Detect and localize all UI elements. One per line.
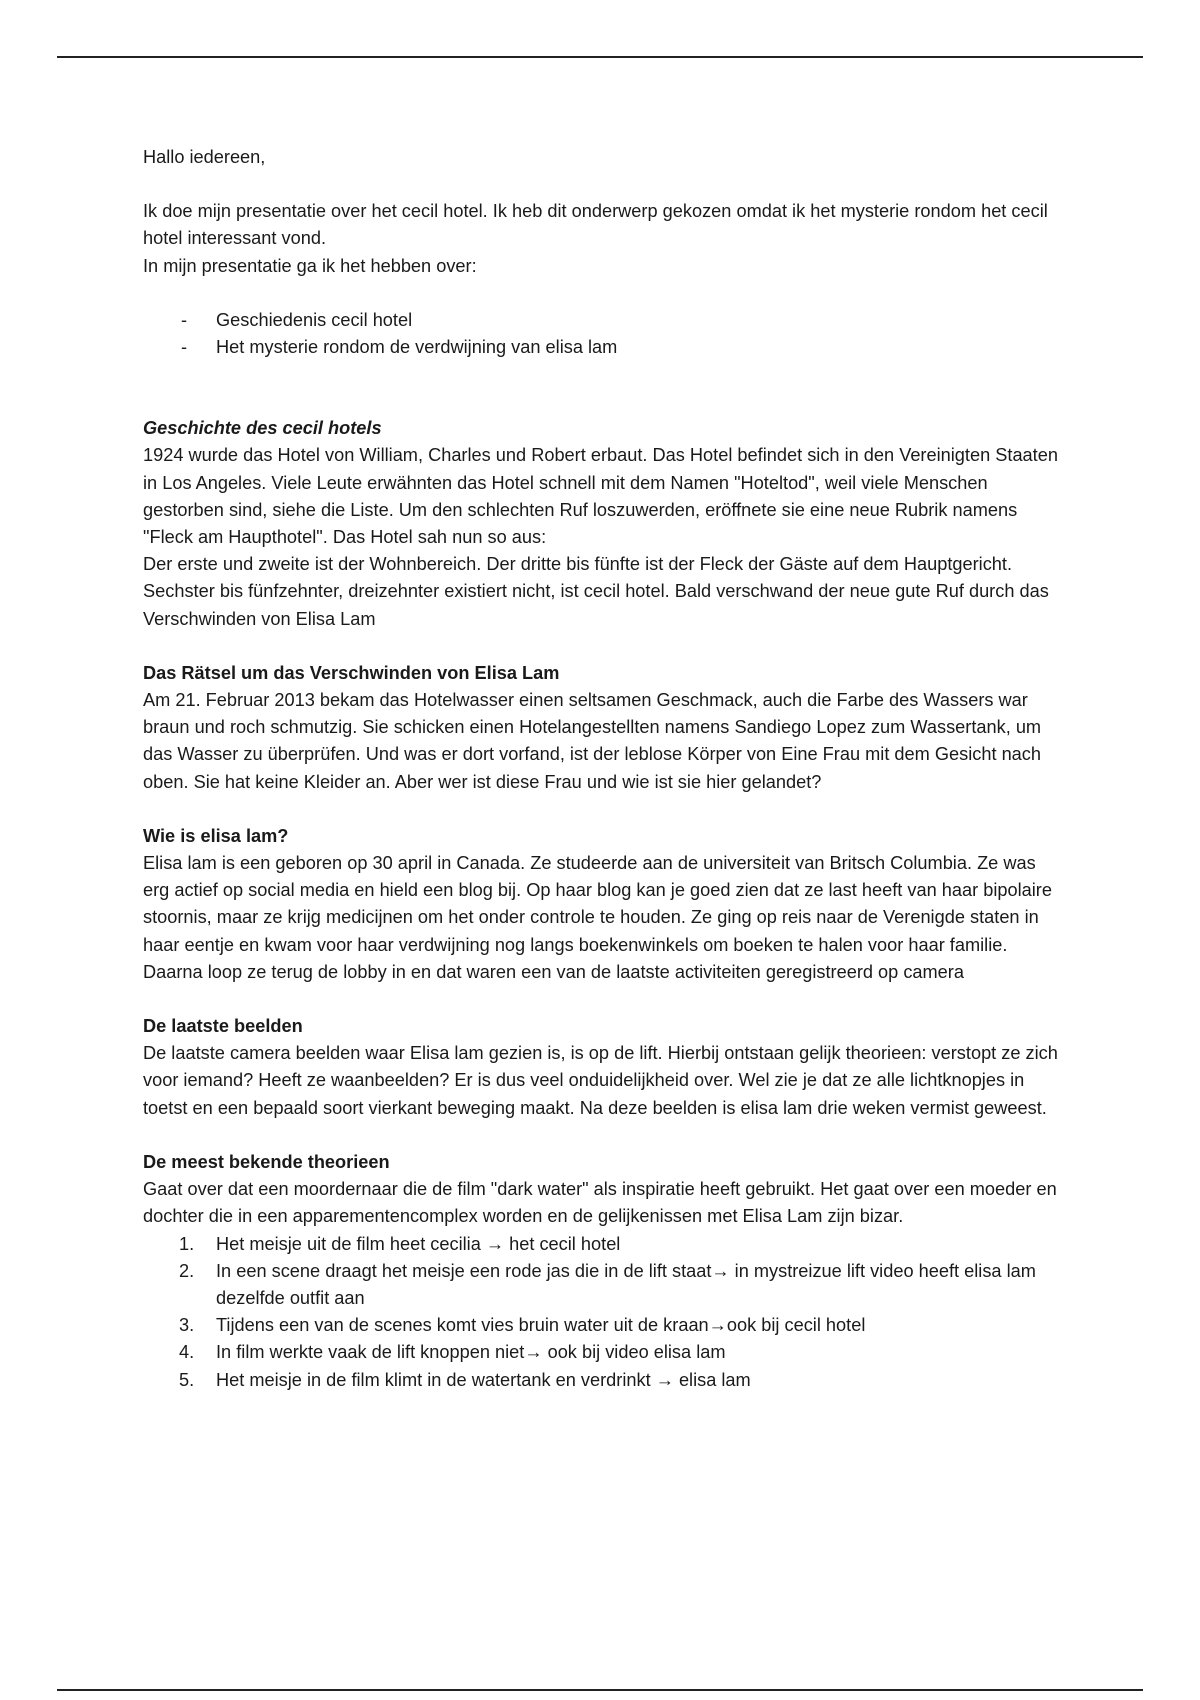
dash-bullet: -	[181, 309, 188, 330]
list-number: 1.	[179, 1233, 195, 1254]
section-heading-who: Wie is elisa lam?	[143, 825, 289, 846]
theories-paragraph: Gaat over dat een moordernaar die de film "dark water" als inspiratie heeft gebruikt. Het gaat over een moeder en dochter die in een apparementencomplex worden en de gelijkenissen met Elisa Lam zijn bizar.	[143, 1179, 1057, 1227]
greeting: Hallo iedereen,	[143, 147, 266, 167]
list-item	[143, 1231, 1063, 1258]
intro-paragraph: Ik doe mijn presentatie over het cecil hotel. Ik heb dit onderwerp gekozen omdat ik het mysterie rondom het cecil hotel interessant vond.	[143, 201, 1048, 249]
spacer	[143, 361, 1063, 415]
section-heading-mystery: Das Rätsel um das Verschwinden von Elisa Lam	[143, 662, 560, 683]
list-item-text: Het meisje in de film klimt in de watertank en verdrinkt → elisa lam	[216, 1369, 751, 1390]
header-rule	[57, 56, 1143, 58]
topics-list	[143, 307, 1063, 361]
spacer	[143, 796, 1063, 823]
history-paragraph-2: Der erste und zweite ist der Wohnbereich. Der dritte bis fünfte ist der Fleck der Gäste auf dem Hauptgericht. Sechster bis fünfzehnter, dreizehnter existiert nicht, ist cecil hotel. Bald verschwand der neue gute Ruf durch das Verschwinden von Elisa Lam	[143, 554, 1049, 629]
list-item	[143, 1339, 1063, 1366]
list-item	[143, 1312, 1063, 1339]
mystery-paragraph: Am 21. Februar 2013 bekam das Hotelwasser einen seltsamen Geschmack, auch die Farbe des Wassers war braun und roch schmutzig. Sie schicken einen Hotelangestellten namens Sandiego Lopez zum Wassertank, um das Wasser zu überprüfen. Und was er dort vorfand, ist der leblose Körper von Eine Frau mit dem Gesicht nach oben. Sie hat keine Kleider an. Aber wer ist diese Frau und wie ist sie hier gelandet?	[143, 690, 1042, 792]
spacer	[143, 171, 1063, 198]
list-item	[143, 334, 1063, 361]
spacer	[143, 633, 1063, 660]
list-item-text: In film werkte vaak de lift knoppen niet→ ook bij video elisa lam	[216, 1342, 726, 1363]
dash-bullet: -	[181, 337, 188, 358]
list-item-text: In een scene draagt het meisje een rode jas die in de lift staat→ in mystreizue lift video heeft elisa lam dezelfde outfit aan	[216, 1260, 1036, 1308]
spacer	[143, 280, 1063, 307]
list-number: 2.	[179, 1260, 195, 1281]
list-number: 5.	[179, 1369, 195, 1390]
spacer	[143, 1122, 1063, 1149]
list-number: 4.	[179, 1342, 195, 1363]
intro-lead: In mijn presentatie ga ik het hebben over:	[143, 255, 477, 276]
list-item	[143, 307, 1063, 334]
list-item-text: Het meisje uit de film heet cecilia → het cecil hotel	[216, 1233, 621, 1254]
footage-paragraph: De laatste camera beelden waar Elisa lam gezien is, is op de lift. Hierbij ontstaan gelijk theorieen: verstopt ze zich voor iemand? Heeft ze waanbeelden? Er is dus veel onduidelijkheid over. Wel zie je dat ze alle lichtknopjes in toetst en een bepaald soort vierkant beweging maakt. Na deze beelden is elisa lam drie weken vermist geweest.	[143, 1043, 1058, 1118]
theories-list	[143, 1231, 1063, 1394]
list-number: 3.	[179, 1315, 195, 1336]
list-item-text: Het mysterie rondom de verdwijning van elisa lam	[216, 337, 618, 358]
list-item	[143, 1367, 1063, 1394]
section-heading-theories: De meest bekende theorieen	[143, 1151, 390, 1172]
document-body	[143, 144, 1063, 1394]
list-item	[143, 1258, 1063, 1312]
list-item-text: Tijdens een van de scenes komt vies bruin water uit de kraan→ook bij cecil hotel	[216, 1315, 866, 1336]
spacer	[143, 986, 1063, 1013]
who-paragraph: Elisa lam is een geboren op 30 april in Canada. Ze studeerde aan de universiteit van Britsch Columbia. Ze was erg actief op social media en hield een blog bij. Op haar blog kan je goed zien dat ze last heeft van haar bipolaire stoornis, maar ze krijg medicijnen om het onder controle te houden. Ze ging op reis naar de Verenigde staten in haar eentje en kwam voor haar verdwijning nog langs boekenwinkels om boeken te halen voor haar familie. Daarna loop ze terug de lobby in en dat waren een van de laatste activiteiten geregistreerd op camera	[143, 853, 1052, 982]
footer-rule	[57, 1689, 1143, 1691]
history-paragraph: 1924 wurde das Hotel von William, Charles und Robert erbaut. Das Hotel befindet sich in den Vereinigten Staaten in Los Angeles. Viele Leute erwähnten das Hotel schnell mit dem Namen "Hoteltod", weil viele Menschen gestorben sind, siehe die Liste. Um den schlechten Ruf loszuwerden, eröffnete sie eine neue Rubrik namens "Fleck am Haupthotel". Das Hotel sah nun so aus:	[143, 445, 1058, 548]
section-heading-history: Geschichte des cecil hotels	[143, 418, 382, 439]
section-heading-footage: De laatste beelden	[143, 1016, 303, 1037]
list-item-text: Geschiedenis cecil hotel	[216, 309, 413, 330]
